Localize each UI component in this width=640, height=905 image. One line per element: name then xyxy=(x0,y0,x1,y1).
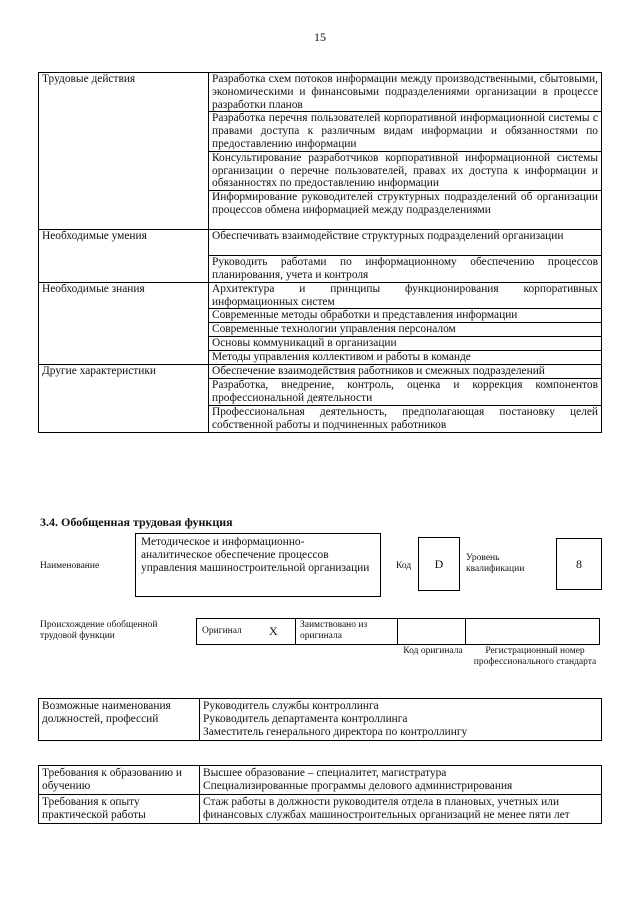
origin-label: Происхождение обобщенной трудовой функции xyxy=(40,620,158,641)
table-cell: Обеспечение взаимодействия работников и смежных подразделений xyxy=(209,365,602,379)
table-cell: Обеспечивать взаимодействие структурных подразделений организации xyxy=(209,230,602,256)
table-cell: Информирование руководителей структурных подразделений об организации процессов обмена информацией между подразделениями xyxy=(209,191,602,230)
requirements-table xyxy=(38,765,602,824)
code-box xyxy=(418,537,460,591)
list-item: Заместитель генерального директора по контроллингу xyxy=(203,726,468,738)
table-cell: Стаж работы в должности руководителя отдела в плановых, учетных или финансовых службах машиностроительных организаций не менее пяти лет xyxy=(200,795,602,824)
table-cell: Методы управления коллективом и работы в команде xyxy=(209,351,602,365)
original-label: Оригинал xyxy=(202,626,242,636)
table-cell: Консультирование разработчиков корпоративной информационной системы организации о перечне пользователей, правах их доступа к информации и обязанностях по предоставлению информации xyxy=(209,151,602,190)
list-item: Специализированные программы делового администрирования xyxy=(203,780,513,792)
table-cell: Современные методы обработки и представления информации xyxy=(209,309,602,323)
row-label-experience: Требования к опыту практической работы xyxy=(39,795,200,824)
original-mark: X xyxy=(269,624,278,638)
section-title: 3.4. Обобщенная трудовая функция xyxy=(40,515,233,529)
row-label-required-knowledge: Необходимые знания xyxy=(39,282,209,365)
table-cell: Современные технологии управления персоналом xyxy=(209,323,602,337)
list-item: Высшее образование – специалитет, магистратура xyxy=(203,767,447,779)
table-cell: Основы коммуникаций в организации xyxy=(209,337,602,351)
code-value: D xyxy=(434,557,444,571)
table-cell: Руководить работами по информационному обеспечению процессов планирования, учета и контроля xyxy=(209,256,602,283)
table-row xyxy=(39,282,602,309)
table-cell: Архитектура и принципы функционирования корпоративных информационных систем xyxy=(209,282,602,309)
table-cell: Разработка схем потоков информации между производственными, сбытовыми, экономическими и финансовыми подразделениями организации в процессе разработки планов xyxy=(209,73,602,112)
divider xyxy=(397,619,398,644)
divider xyxy=(465,619,466,644)
divider xyxy=(295,619,296,644)
code-caption: Код оригинала xyxy=(403,646,463,656)
list-item: Руководитель службы контроллинга xyxy=(203,700,379,712)
origin-row xyxy=(196,618,600,645)
table-row xyxy=(39,73,602,112)
row-label-other-characteristics: Другие характеристики xyxy=(39,365,209,432)
reg-caption: Регистрационный номер профессионального стандарта xyxy=(473,646,597,667)
name-value: Методическое и информационно-аналитическое обеспечение процессов управления машиностроительной организации xyxy=(141,536,370,574)
table-row xyxy=(39,795,602,824)
list-item: Руководитель департамента контроллинга xyxy=(203,713,408,725)
row-label-education: Требования к образованию и обучению xyxy=(39,766,200,795)
level-box xyxy=(556,538,602,590)
table-cell xyxy=(200,766,602,795)
table-cell: Разработка перечня пользователей корпоративной информационной системы с правами доступа к различным видам информации и обязанностями по предоставлению информации xyxy=(209,112,602,151)
table-row xyxy=(39,699,602,741)
borrowed-label: Заимствовано из оригинала xyxy=(300,620,368,641)
code-label: Код xyxy=(396,561,412,571)
level-label: Уровень квалификации xyxy=(466,553,525,574)
row-label-labor-actions: Трудовые действия xyxy=(39,73,209,230)
table-cell xyxy=(200,699,602,741)
row-label-positions: Возможные наименования должностей, профессий xyxy=(39,699,200,741)
table-row xyxy=(39,230,602,256)
positions-table xyxy=(38,698,602,741)
page-number: 15 xyxy=(314,30,326,44)
table-row xyxy=(39,365,602,379)
row-label-required-skills: Необходимые умения xyxy=(39,230,209,283)
labor-functions-table xyxy=(38,72,602,433)
table-cell: Профессиональная деятельность, предполагающая постановку целей собственной работы и подчиненных работников xyxy=(209,405,602,432)
table-row xyxy=(39,766,602,795)
level-value: 8 xyxy=(576,557,582,571)
name-label: Наименование xyxy=(40,561,100,571)
table-cell: Разработка, внедрение, контроль, оценка и коррекция компонентов профессиональной деятельности xyxy=(209,379,602,406)
name-box xyxy=(135,533,381,597)
